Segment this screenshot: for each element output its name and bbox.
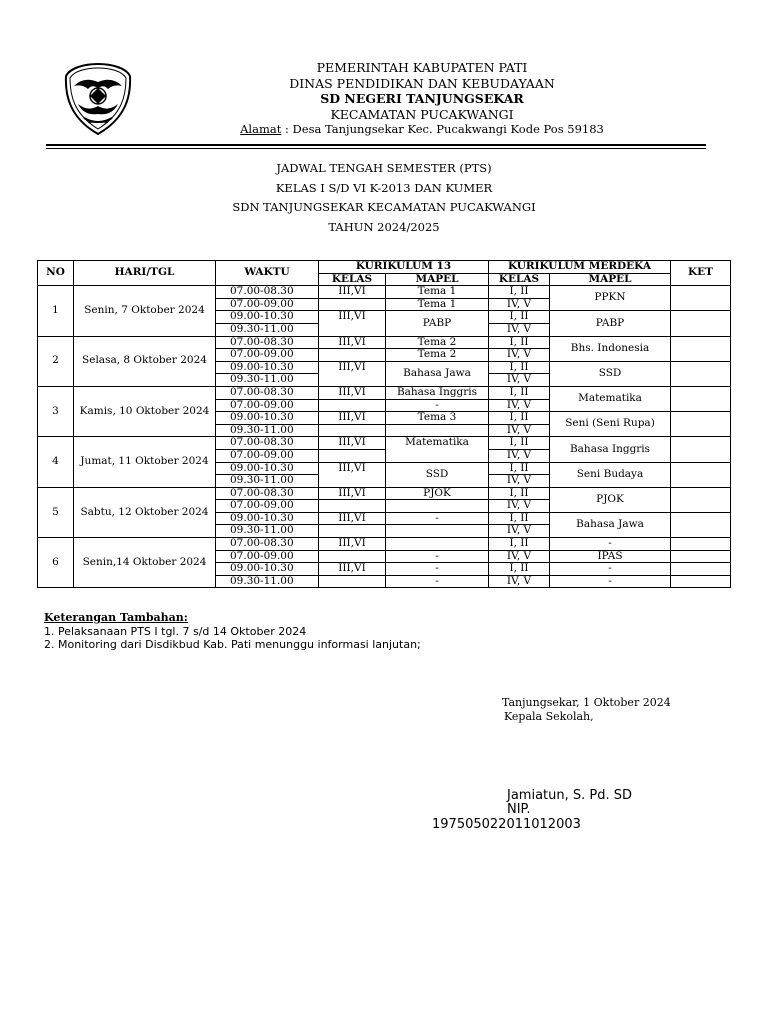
day-date: Selasa, 8 Oktober 2024: [74, 336, 216, 386]
k13-kelas: III,VI: [319, 336, 386, 349]
time-slot: 09.30-11.00: [216, 475, 319, 488]
table-row: [38, 286, 731, 299]
time-slot: 09.00-10.30: [216, 512, 319, 525]
k13-mapel: PJOK: [386, 487, 489, 500]
km-mapel: PJOK: [550, 487, 671, 512]
km-kelas: IV, V: [489, 575, 550, 588]
k13-mapel: -: [386, 550, 489, 563]
day-no: 4: [38, 437, 74, 487]
k13-kelas: [319, 349, 386, 362]
header-no: NO: [38, 261, 74, 286]
k13-kelas: III,VI: [319, 386, 386, 399]
title-line-2: KELAS I S/D VI K-2013 DAN KUMER: [275, 180, 493, 195]
time-slot: 07.00-09.00: [216, 500, 319, 513]
k13-mapel: Bahasa Inggris: [386, 386, 489, 399]
time-slot: 09.30-11.00: [216, 575, 319, 588]
document-title: [120, 159, 648, 237]
km-mapel: Bhs. Indonesia: [550, 336, 671, 361]
title-line-1: JADWAL TENGAH SEMESTER (PTS): [276, 161, 492, 175]
address-value: : Desa Tanjungsekar Kec. Pucakwangi Kode Pos 59183: [281, 122, 604, 136]
km-kelas: IV, V: [489, 424, 550, 437]
day-date: Sabtu, 12 Oktober 2024: [74, 487, 216, 537]
time-slot: 07.00-08.30: [216, 286, 319, 299]
k13-kelas: [319, 575, 386, 588]
time-slot: 07.00-09.00: [216, 349, 319, 362]
time-slot: 09.00-10.30: [216, 563, 319, 576]
km-kelas: I, II: [489, 412, 550, 425]
title-line-3: SDN TANJUNGSEKAR KECAMATAN PUCAKWANGI: [232, 200, 536, 214]
km-kelas: I, II: [489, 361, 550, 374]
km-kelas: I, II: [489, 563, 550, 576]
km-kelas: I, II: [489, 487, 550, 500]
k13-kelas: [319, 298, 386, 311]
km-mapel: -: [550, 538, 671, 551]
ket-cell: [671, 538, 731, 551]
signature-name-block: [507, 789, 632, 816]
ket-cell: [671, 563, 731, 576]
k13-mapel: Matematika: [386, 437, 489, 462]
title-line-4: TAHUN 2024/2025: [328, 219, 440, 234]
k13-kelas: III,VI: [319, 538, 386, 551]
km-mapel: -: [550, 563, 671, 576]
time-slot: 09.00-10.30: [216, 412, 319, 425]
k13-kelas: [319, 449, 386, 462]
letterhead-district: KECAMATAN PUCAKWANGI: [330, 106, 514, 122]
km-kelas: I, II: [489, 311, 550, 324]
k13-mapel: Tema 1: [386, 298, 489, 311]
letterhead-department: DINAS PENDIDIKAN DAN KEBUDAYAAN: [289, 75, 555, 91]
schedule-table: [37, 260, 731, 588]
header-km-mapel: MAPEL: [550, 273, 671, 286]
ket-cell: [671, 575, 731, 588]
k13-kelas: [319, 525, 386, 538]
signature-position: Kepala Sekolah,: [504, 710, 594, 723]
km-kelas: IV, V: [489, 399, 550, 412]
km-kelas: I, II: [489, 386, 550, 399]
time-slot: 09.00-10.30: [216, 462, 319, 475]
k13-mapel: [386, 525, 489, 538]
letterhead-rule-thick: [46, 144, 706, 146]
header-k13: KURIKULUM 13: [319, 261, 489, 274]
day-date: Senin, 7 Oktober 2024: [74, 286, 216, 336]
ket-cell: [671, 336, 731, 361]
km-mapel: Seni (Seni Rupa): [550, 412, 671, 437]
ket-cell: [671, 386, 731, 411]
time-slot: 07.00-08.30: [216, 487, 319, 500]
letterhead-government: PEMERINTAH KABUPATEN PATI: [316, 60, 528, 75]
address-label: Alamat: [240, 122, 282, 136]
signature-place-date: Tanjungsekar, 1 Oktober 2024: [502, 696, 671, 709]
signature-block: [502, 696, 671, 724]
time-slot: 07.00-09.00: [216, 298, 319, 311]
km-kelas: IV, V: [489, 500, 550, 513]
k13-mapel: Bahasa Jawa: [386, 361, 489, 386]
letterhead-address: [200, 122, 644, 138]
km-kelas: IV, V: [489, 475, 550, 488]
header-km-kelas: KELAS: [489, 273, 550, 286]
km-kelas: IV, V: [489, 374, 550, 387]
table-row: [38, 336, 731, 349]
table-row: [38, 487, 731, 500]
ket-cell: [671, 487, 731, 512]
header-k13-kelas: KELAS: [319, 273, 386, 286]
km-kelas: IV, V: [489, 550, 550, 563]
k13-mapel: -: [386, 575, 489, 588]
km-mapel: IPAS: [550, 550, 671, 563]
k13-kelas: III,VI: [319, 487, 386, 500]
k13-kelas: [319, 424, 386, 437]
k13-kelas: [319, 399, 386, 412]
time-slot: 07.00-09.00: [216, 449, 319, 462]
km-mapel: Matematika: [550, 386, 671, 411]
day-no: 2: [38, 336, 74, 386]
letterhead-rule-thin: [46, 148, 706, 149]
signature-name: Jamiatun, S. Pd. SD: [507, 788, 633, 803]
k13-mapel: -: [386, 563, 489, 576]
k13-mapel: [386, 424, 489, 437]
time-slot: 07.00-09.00: [216, 550, 319, 563]
signature-nip: 197505022011012003: [432, 817, 581, 832]
km-mapel: SSD: [550, 361, 671, 386]
additional-notes: [44, 611, 421, 652]
time-slot: 09.30-11.00: [216, 323, 319, 336]
k13-kelas: [319, 550, 386, 563]
ket-cell: [671, 286, 731, 311]
k13-kelas: [319, 500, 386, 513]
ket-cell: [671, 412, 731, 437]
km-kelas: I, II: [489, 286, 550, 299]
k13-mapel: Tema 2: [386, 336, 489, 349]
km-mapel: PABP: [550, 311, 671, 336]
k13-kelas: III,VI: [319, 462, 386, 487]
day-date: Jumat, 11 Oktober 2024: [74, 437, 216, 487]
km-kelas: IV, V: [489, 298, 550, 311]
k13-mapel: [386, 500, 489, 513]
ket-cell: [671, 361, 731, 386]
notes-heading: Keterangan Tambahan:: [44, 611, 188, 624]
k13-mapel: Tema 3: [386, 412, 489, 425]
km-mapel: Seni Budaya: [550, 462, 671, 487]
time-slot: 07.00-08.30: [216, 336, 319, 349]
km-mapel: Bahasa Jawa: [550, 512, 671, 537]
km-kelas: IV, V: [489, 525, 550, 538]
letterhead: [200, 60, 644, 138]
km-kelas: I, II: [489, 437, 550, 450]
header-hari: HARI/TGL: [74, 261, 216, 286]
k13-kelas: III,VI: [319, 361, 386, 386]
time-slot: 09.00-10.30: [216, 361, 319, 374]
k13-mapel: SSD: [386, 462, 489, 487]
table-row: [38, 437, 731, 450]
km-kelas: I, II: [489, 512, 550, 525]
ket-cell: [671, 512, 731, 537]
table-row: [38, 538, 731, 551]
km-mapel: Bahasa Inggris: [550, 437, 671, 462]
kabupaten-pati-emblem-icon: [64, 62, 132, 136]
km-mapel: -: [550, 575, 671, 588]
ket-cell: [671, 311, 731, 336]
km-kelas: I, II: [489, 462, 550, 475]
ket-cell: [671, 437, 731, 462]
header-kumer: KURIKULUM MERDEKA: [489, 261, 671, 274]
header-row: [38, 261, 731, 274]
km-kelas: IV, V: [489, 323, 550, 336]
time-slot: 07.00-08.30: [216, 437, 319, 450]
table-row: [38, 386, 731, 399]
day-no: 6: [38, 538, 74, 588]
time-slot: 09.30-11.00: [216, 424, 319, 437]
day-date: Senin,14 Oktober 2024: [74, 538, 216, 588]
k13-mapel: -: [386, 512, 489, 525]
km-kelas: I, II: [489, 538, 550, 551]
ket-cell: [671, 550, 731, 563]
day-date: Kamis, 10 Oktober 2024: [74, 386, 216, 436]
k13-kelas: III,VI: [319, 563, 386, 576]
letterhead-school: SD NEGERI TANJUNGSEKAR: [320, 91, 524, 106]
header-ket: KET: [671, 261, 731, 286]
km-kelas: IV, V: [489, 349, 550, 362]
time-slot: 09.30-11.00: [216, 374, 319, 387]
day-no: 3: [38, 386, 74, 436]
k13-mapel: [386, 538, 489, 551]
notes-item: 2. Monitoring dari Disdikbud Kab. Pati menunggu informasi lanjutan;: [44, 638, 421, 651]
km-mapel: PPKN: [550, 286, 671, 311]
header-waktu: WAKTU: [216, 261, 319, 286]
ket-cell: [671, 462, 731, 487]
k13-mapel: -: [386, 399, 489, 412]
notes-item: 1. Pelaksanaan PTS I tgl. 7 s/d 14 Oktober 2024: [44, 624, 307, 638]
k13-mapel: PABP: [386, 311, 489, 336]
day-no: 1: [38, 286, 74, 336]
k13-kelas: III,VI: [319, 437, 386, 450]
time-slot: 09.00-10.30: [216, 311, 319, 324]
km-kelas: IV, V: [489, 449, 550, 462]
time-slot: 07.00-09.00: [216, 399, 319, 412]
k13-mapel: Tema 1: [386, 286, 489, 299]
k13-mapel: Tema 2: [386, 349, 489, 362]
day-no: 5: [38, 487, 74, 537]
header-k13-mapel: MAPEL: [386, 273, 489, 286]
time-slot: 07.00-08.30: [216, 538, 319, 551]
k13-kelas: III,VI: [319, 412, 386, 425]
signature-nip-label: NIP.: [507, 801, 531, 817]
k13-kelas: III,VI: [319, 311, 386, 336]
k13-kelas: III,VI: [319, 286, 386, 299]
time-slot: 09.30-11.00: [216, 525, 319, 538]
km-kelas: I, II: [489, 336, 550, 349]
time-slot: 07.00-08.30: [216, 386, 319, 399]
k13-kelas: III,VI: [319, 512, 386, 525]
